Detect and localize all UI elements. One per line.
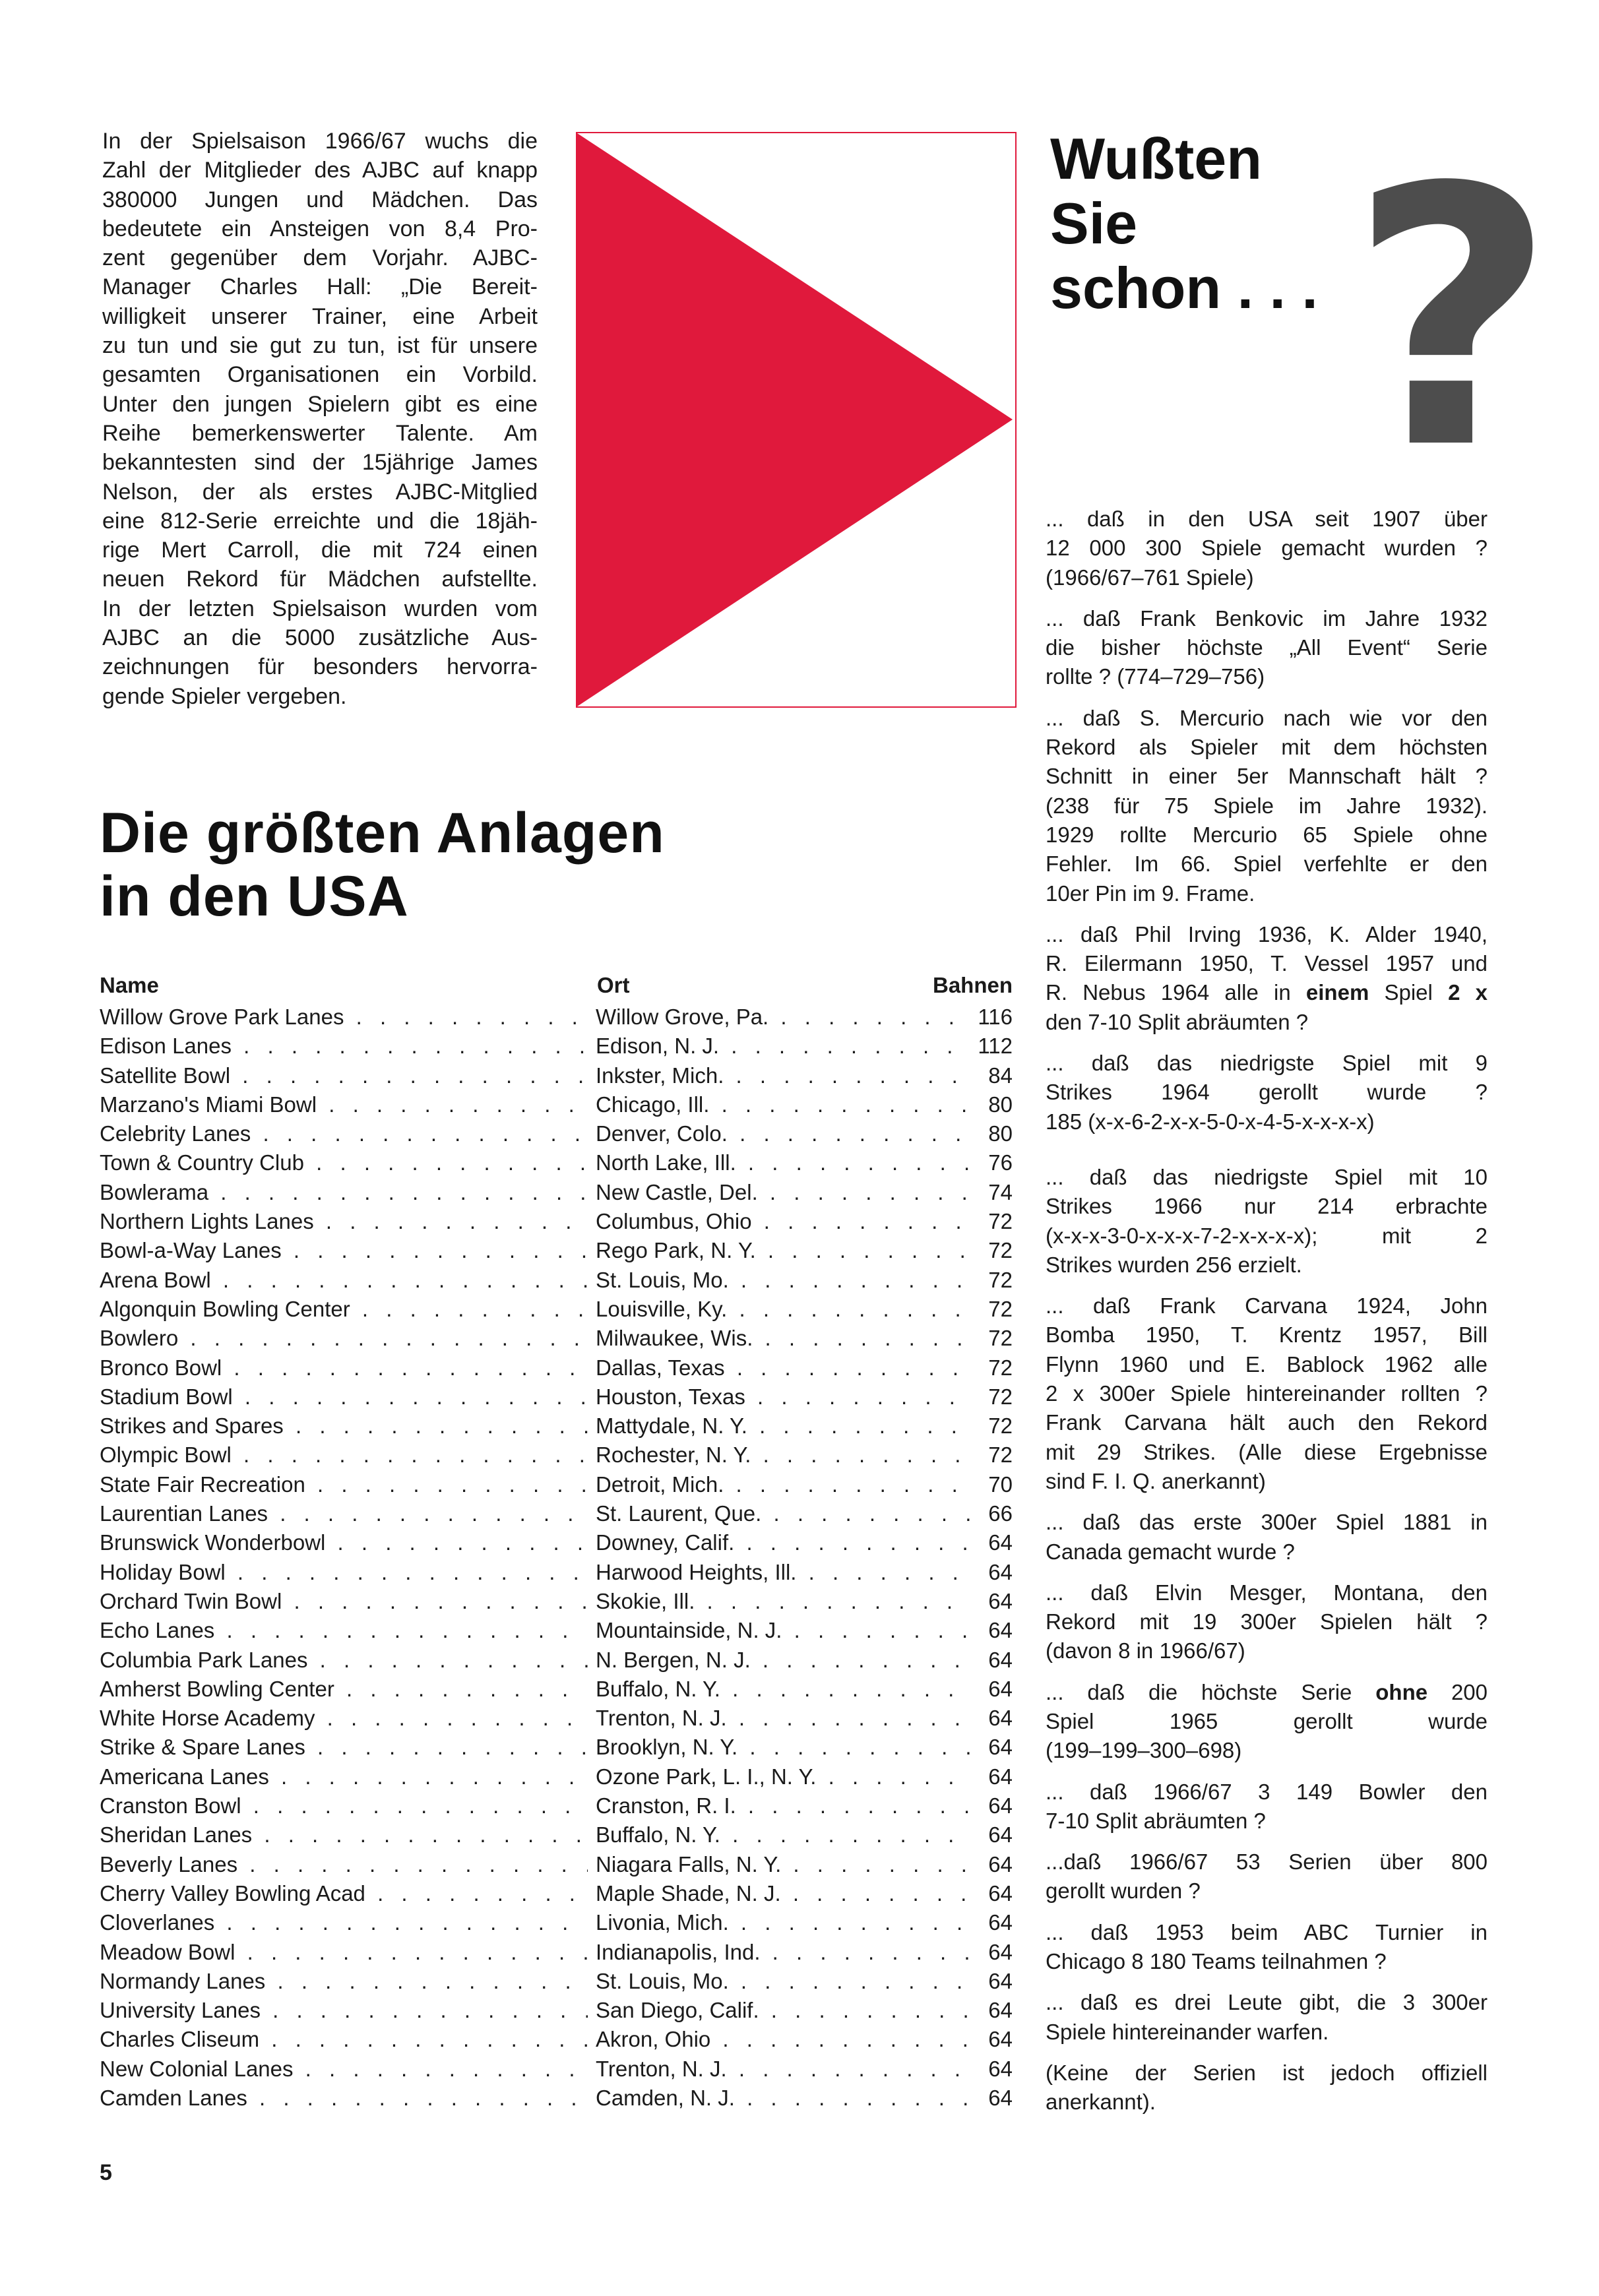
table-row (100, 1996, 1013, 2025)
paragraph-line: zent gegenüber dem Vorjahr. AJBC- (102, 245, 538, 271)
fact-line: R. Eilermann 1950, T. Vessel 1957 und (1046, 951, 1488, 976)
table-row (100, 1879, 1013, 1908)
table-row (100, 2055, 1013, 2084)
cell-name: Americana Lanes . . . (100, 1762, 588, 1791)
paragraph-line: willigkeit unserer Trainer, eine Arbeit (102, 303, 538, 329)
cell-bahnen: 84 (984, 1061, 1013, 1090)
fact-line: (199–199–300–698) (1046, 1738, 1242, 1763)
cell-ort: St. Louis, Mo. . . . (596, 1266, 972, 1295)
fact-line: die bisher höchste „All Event“ Serie (1046, 635, 1488, 660)
cell-ort: Buffalo, N. Y. . . . (596, 1820, 972, 1849)
fact-line: ... daß das niedrigste Spiel mit 9 (1046, 1051, 1488, 1076)
intro-paragraph (102, 127, 538, 711)
cell-bahnen: 64 (984, 1675, 1013, 1704)
table-row (100, 1733, 1013, 1762)
table-row (100, 1266, 1013, 1295)
cell-bahnen: 64 (984, 1850, 1013, 1879)
cell-ort: St. Laurent, Que. . . . (596, 1499, 972, 1528)
paragraph-line: Unter den jungen Spielern gibt es eine (102, 391, 538, 417)
fact-line: ... daß in den USA seit 1907 über (1046, 507, 1488, 531)
cell-bahnen: 72 (984, 1295, 1013, 1324)
cell-ort: St. Louis, Mo. . . . (596, 1967, 972, 1996)
fact-item (1046, 505, 1488, 592)
cell-bahnen: 80 (984, 1090, 1013, 1119)
cell-bahnen: 116 (974, 1003, 1013, 1032)
table-row (100, 1938, 1013, 1967)
fact-line: Rekord als Spieler mit dem höchsten (1046, 735, 1488, 760)
fact-line: 12 000 300 Spiele gemacht wurden ? (1046, 536, 1488, 561)
table-row (100, 1441, 1013, 1470)
triangle-icon (577, 133, 1015, 706)
cell-name: Normandy Lanes . . . (100, 1967, 588, 1996)
title-line: Die größten Anlagen (100, 801, 665, 865)
fact-item (1046, 1508, 1488, 1567)
heading-line: Wußten (1050, 126, 1262, 191)
cell-bahnen: 64 (984, 2084, 1013, 2113)
fact-line: 185 (x-x-6-2-x-x-5-0-x-4-5-x-x-x-x) (1046, 1109, 1375, 1134)
table-row (100, 1148, 1013, 1177)
fact-line: (davon 8 in 1966/67) (1046, 1638, 1245, 1663)
paragraph-line: In der letzten Spielsaison wurden vom (102, 596, 538, 621)
table-row (100, 1032, 1013, 1061)
cell-name: Bowl-a-Way Lanes . . . (100, 1236, 588, 1265)
fact-line: Schnitt in einer 5er Mannschaft hält ? (1046, 764, 1488, 789)
cell-name: Cranston Bowl . . . (100, 1791, 588, 1820)
fact-line (1046, 1678, 1488, 1707)
fact-item (1046, 920, 1488, 1037)
cell-bahnen: 72 (984, 1207, 1013, 1236)
paragraph-line: Manager Charles Hall: „Die Bereit- (102, 274, 538, 300)
fact-line: 1929 rollte Mercurio 65 Spiele ohne (1046, 822, 1488, 847)
fact-text: ... daß die höchste Serie (1046, 1679, 1376, 1704)
fact-line: ... daß Frank Carvana 1924, John (1046, 1293, 1488, 1319)
cell-ort: Louisville, Ky. . . . (596, 1295, 972, 1324)
cell-ort: Edison, N. J. . . . (596, 1032, 972, 1061)
table-row (100, 1178, 1013, 1207)
fact-line: ... daß Frank Benkovic im Jahre 1932 (1046, 605, 1488, 631)
paragraph-line: eine 812-Serie erreichte und die 18jäh- (102, 508, 538, 534)
fact-item (1046, 1847, 1488, 1906)
cell-ort: Chicago, Ill. . . . (596, 1090, 972, 1119)
paragraph-line: Reihe bemerkenswerter Talente. Am (102, 420, 538, 446)
fact-line: 2 x 300er Spiele hintereinander rollten ? (1046, 1381, 1488, 1406)
table-row (100, 1382, 1013, 1412)
fact-line: ... daß Phil Irving 1936, K. Alder 1940, (1046, 921, 1488, 946)
cell-ort: Camden, N. J. . . . (596, 2084, 972, 2113)
paragraph-line: rige Mert Carroll, die mit 724 einen (102, 538, 538, 563)
cell-name: Beverly Lanes . . . (100, 1850, 588, 1879)
paragraph-line: AJBC an die 5000 zusätzliche Aus- (102, 625, 538, 651)
table-row (100, 1762, 1013, 1791)
table-row (100, 2025, 1013, 2054)
cell-bahnen: 64 (984, 1762, 1013, 1791)
cell-name: Northern Lights Lanes . . . (100, 1207, 588, 1236)
cell-name: Arena Bowl . . . (100, 1266, 588, 1295)
fact-line: sind F. I. Q. anerkannt) (1046, 1468, 1266, 1493)
cell-name: Bronco Bowl . . . (100, 1353, 588, 1382)
cell-bahnen: 64 (984, 1528, 1013, 1557)
cell-bahnen: 64 (984, 1791, 1013, 1820)
cell-name: Meadow Bowl . . . (100, 1938, 588, 1967)
fact-item (1046, 1578, 1488, 1666)
cell-bahnen: 80 (984, 1119, 1013, 1148)
cell-name: Sheridan Lanes . . . (100, 1820, 588, 1849)
heading-line: schon . . . (1050, 255, 1318, 321)
cell-bahnen: 72 (984, 1266, 1013, 1295)
cell-ort: Mattydale, N. Y. . . . (596, 1412, 972, 1441)
bold-text: ohne (1375, 1679, 1428, 1704)
fact-line: (Keine der Serien ist jedoch offiziell (1046, 2060, 1488, 2085)
fact-line: gerollt wurden ? (1046, 1878, 1201, 1904)
fact-line: Bomba 1950, T. Krentz 1957, Bill (1046, 1322, 1488, 1348)
fact-item (1046, 1049, 1488, 1136)
cell-name: Cloverlanes . . . (100, 1908, 588, 1937)
table-row (100, 1616, 1013, 1645)
cell-bahnen: 66 (984, 1499, 1013, 1528)
fact-item (1046, 1988, 1488, 2047)
cell-ort: Rochester, N. Y. . . . (596, 1441, 972, 1470)
cell-bahnen: 64 (984, 1733, 1013, 1762)
cell-bahnen: 64 (984, 1616, 1013, 1645)
cell-ort: Willow Grove, Pa. . . . (596, 1003, 972, 1032)
cell-ort: Trenton, N. J. . . . (596, 2055, 972, 2084)
fact-line: ... daß das niedrigste Spiel mit 10 (1046, 1164, 1488, 1189)
cell-ort: Downey, Calif. . . . (596, 1528, 972, 1557)
cell-ort: Dallas, Texas . . . (596, 1353, 972, 1382)
fact-line: ... daß S. Mercurio nach wie vor den (1046, 705, 1488, 730)
cell-bahnen: 64 (984, 1558, 1013, 1587)
cell-ort: Skokie, Ill. . . . (596, 1587, 972, 1616)
table-row (100, 1324, 1013, 1353)
fact-item (1046, 604, 1488, 692)
fact-line: Strikes 1966 nur 214 erbrachte (1046, 1194, 1488, 1219)
fact-line: Rekord mit 19 300er Spielen hält ? (1046, 1609, 1488, 1634)
table-row (100, 1528, 1013, 1557)
fact-line: mit 29 Strikes. (Alle diese Ergebnisse (1046, 1439, 1488, 1464)
cell-name: Echo Lanes . . . (100, 1616, 588, 1645)
cell-name: Algonquin Bowling Center . . . (100, 1295, 588, 1324)
fact-line: ... daß 1953 beim ABC Turnier in (1046, 1919, 1488, 1944)
fact-line: Canada gemacht wurde ? (1046, 1539, 1295, 1564)
table-row (100, 1003, 1013, 1032)
did-you-know-heading (1050, 127, 1318, 321)
fact-item (1046, 1778, 1488, 1836)
cell-bahnen: 72 (984, 1382, 1013, 1412)
table-row (100, 1207, 1013, 1236)
table-row (100, 2084, 1013, 2113)
cell-name: Orchard Twin Bowl . . . (100, 1587, 588, 1616)
paragraph-line: gesamten Organisationen ein Vorbild. (102, 362, 538, 388)
cell-name: Stadium Bowl . . . (100, 1382, 588, 1412)
cell-name: Strikes and Spares . . . (100, 1412, 588, 1441)
cell-ort: Brooklyn, N. Y. . . . (596, 1733, 972, 1762)
cell-bahnen: 72 (984, 1412, 1013, 1441)
table-row (100, 1587, 1013, 1616)
cell-name: Camden Lanes . . . (100, 2084, 588, 2113)
cell-bahnen: 72 (984, 1353, 1013, 1382)
cell-ort: New Castle, Del. . . . (596, 1178, 972, 1207)
cell-name: Columbia Park Lanes . . . (100, 1646, 588, 1675)
cell-bahnen: 64 (984, 2055, 1013, 2084)
cell-ort: Columbus, Ohio . . . (596, 1207, 972, 1236)
table-row (100, 1646, 1013, 1675)
cell-name: Willow Grove Park Lanes . . . (100, 1003, 588, 1032)
fact-text: 200 (1427, 1679, 1488, 1704)
cell-name: Laurentian Lanes . . . (100, 1499, 588, 1528)
paragraph-line: bedeutete ein Ansteigen von 8,4 Pro- (102, 216, 538, 241)
cell-ort: Niagara Falls, N. Y. . . . (596, 1850, 972, 1879)
table-row (100, 1061, 1013, 1090)
cell-ort: N. Bergen, N. J. . . . (596, 1646, 972, 1675)
cell-bahnen: 74 (984, 1178, 1013, 1207)
cell-ort: Mountainside, N. J. . . . (596, 1616, 972, 1645)
title-line: in den USA (100, 865, 409, 928)
cell-bahnen: 72 (984, 1324, 1013, 1353)
fact-line: Frank Carvana hält auch den Rekord (1046, 1410, 1488, 1435)
cell-bahnen: 64 (984, 1587, 1013, 1616)
cell-ort: Trenton, N. J. . . . (596, 1704, 972, 1733)
cell-ort: Milwaukee, Wis. . . . (596, 1324, 972, 1353)
fact-line: 10er Pin im 9. Frame. (1046, 881, 1255, 906)
table-row (100, 1499, 1013, 1528)
cell-ort: San Diego, Calif. . . . (596, 1996, 972, 2025)
cell-name: Celebrity Lanes . . . (100, 1119, 588, 1148)
cell-ort: Cranston, R. I. . . . (596, 1791, 972, 1820)
fact-text: R. Nebus 1964 alle in (1046, 980, 1306, 1005)
fact-line: rollte ? (774–729–756) (1046, 664, 1265, 689)
cell-name: Cherry Valley Bowling Acad . . . (100, 1879, 588, 1908)
heading-line: Sie (1050, 191, 1138, 256)
cell-ort: Maple Shade, N. J. . . . (596, 1879, 972, 1908)
table-row (100, 1558, 1013, 1587)
cell-ort: Rego Park, N. Y. . . . (596, 1236, 972, 1265)
cell-name: Charles Cliseum . . . (100, 2025, 588, 2054)
table-row (100, 1119, 1013, 1148)
table-row (100, 1820, 1013, 1849)
cell-bahnen: 64 (984, 2025, 1013, 2054)
cell-bahnen: 76 (984, 1148, 1013, 1177)
cell-name: Edison Lanes . . . (100, 1032, 588, 1061)
header-ort: Ort (597, 973, 630, 997)
cell-name: New Colonial Lanes . . . (100, 2055, 588, 2084)
table-row (100, 1353, 1013, 1382)
cell-bahnen: 64 (984, 1820, 1013, 1849)
cell-name: Brunswick Wonderbowl . . . (100, 1528, 588, 1557)
fact-line: ... daß das erste 300er Spiel 1881 in (1046, 1510, 1488, 1535)
fact-line: (238 für 75 Spiele im Jahre 1932). (1046, 793, 1488, 818)
fact-line: Spiel 1965 gerollt wurde (1046, 1708, 1488, 1733)
table-row (100, 1412, 1013, 1441)
cell-bahnen: 64 (984, 1938, 1013, 1967)
cell-ort: Harwood Heights, Ill. . . . (596, 1558, 972, 1587)
fact-line: (1966/67–761 Spiele) (1046, 565, 1254, 590)
paragraph-line: bekanntesten sind der 15jährige James (102, 450, 538, 476)
table-row (100, 1090, 1013, 1119)
cell-ort: Indianapolis, Ind. . . . (596, 1938, 972, 1967)
bowling-centers-table (100, 968, 1013, 2113)
cell-bahnen: 64 (984, 1908, 1013, 1937)
fact-line: anerkannt). (1046, 2090, 1156, 2115)
paragraph-line: In der Spielsaison 1966/67 wuchs die (102, 129, 538, 154)
fact-text: Spiel (1369, 980, 1449, 1005)
cell-bahnen: 64 (984, 1704, 1013, 1733)
table-row (100, 1908, 1013, 1937)
cell-bahnen: 64 (984, 1646, 1013, 1675)
cell-ort: Akron, Ohio . . . (596, 2025, 972, 2054)
page-number: 5 (100, 2160, 112, 2185)
cell-bahnen: 70 (984, 1470, 1013, 1499)
table-row (100, 1675, 1013, 1704)
fact-line: Flynn 1960 und E. Bablock 1962 alle (1046, 1351, 1488, 1377)
fact-line: Chicago 8 180 Teams teilnahmen ? (1046, 1949, 1387, 1974)
paragraph-line: zeichnungen für besonders hervorra- (102, 654, 538, 680)
table-row (100, 1295, 1013, 1324)
cell-bahnen: 72 (984, 1441, 1013, 1470)
red-triangle-graphic (576, 132, 1017, 708)
fact-line (1046, 978, 1488, 1007)
cell-name: Bowlerama . . . (100, 1178, 588, 1207)
fact-line: Fehler. Im 66. Spiel verfehlte er den (1046, 852, 1488, 877)
cell-name: Strike & Spare Lanes . . . (100, 1733, 588, 1762)
question-mark-graphic: ? (1349, 113, 1556, 527)
fact-line: Strikes wurden 256 erzielt. (1046, 1252, 1302, 1277)
paragraph-line: Zahl der Mitglieder des AJBC auf knapp (102, 158, 538, 183)
cell-bahnen: 64 (984, 1967, 1013, 1996)
table-row (100, 1967, 1013, 1996)
header-bahnen: Bahnen (929, 968, 1013, 1003)
cell-ort: North Lake, Ill. . . . (596, 1148, 972, 1177)
paragraph-line: gende Spieler vergeben. (102, 683, 347, 709)
cell-ort: Houston, Texas . . . (596, 1382, 972, 1412)
cell-ort: Denver, Colo. . . . (596, 1119, 972, 1148)
table-row (100, 1850, 1013, 1879)
paragraph-line: zu tun und sie gut zu tun, ist für unsere (102, 333, 538, 359)
cell-name: Holiday Bowl . . . (100, 1558, 588, 1587)
table-title (100, 801, 665, 928)
fact-item (1046, 1918, 1488, 1977)
cell-ort: Ozone Park, L. I., N. Y. . . . (596, 1762, 972, 1791)
facts-list (1046, 505, 1488, 2129)
cell-bahnen: 64 (984, 1879, 1013, 1908)
fact-line: Spiele hintereinander warfen. (1046, 2019, 1329, 2044)
cell-name: Bowlero . . . (100, 1324, 588, 1353)
fact-line: Strikes 1964 gerollt wurde ? (1046, 1080, 1488, 1105)
cell-name: University Lanes . . . (100, 1996, 588, 2025)
cell-bahnen: 72 (984, 1236, 1013, 1265)
fact-item (1046, 1291, 1488, 1496)
fact-item (1046, 2059, 1488, 2117)
fact-item (1046, 704, 1488, 908)
fact-line: ...daß 1966/67 53 Serien über 800 (1046, 1849, 1488, 1875)
fact-line: (x-x-x-3-0-x-x-x-7-2-x-x-x-x); mit 2 (1046, 1223, 1488, 1248)
table-row (100, 1236, 1013, 1265)
cell-ort: Livonia, Mich. . . . (596, 1908, 972, 1937)
fact-item (1046, 1678, 1488, 1766)
paragraph-line: 380000 Jungen und Mädchen. Das (102, 187, 538, 212)
cell-bahnen: 64 (984, 1996, 1013, 2025)
header-name: Name (100, 973, 159, 997)
table-row (100, 1704, 1013, 1733)
cell-ort: Buffalo, N. Y. . . . (596, 1675, 972, 1704)
cell-name: Amherst Bowling Center . . . (100, 1675, 588, 1704)
fact-line: ... daß Elvin Mesger, Montana, den (1046, 1580, 1488, 1605)
paragraph-line: Nelson, der als erstes AJBC-Mitglied (102, 479, 538, 505)
cell-name: Town & Country Club . . . (100, 1148, 588, 1177)
bold-text: 2 x (1448, 980, 1488, 1005)
cell-name: State Fair Recreation . . . (100, 1470, 588, 1499)
fact-line: den 7-10 Split abräumten ? (1046, 1009, 1309, 1034)
cell-ort: Inkster, Mich. . . . (596, 1061, 972, 1090)
table-row (100, 1791, 1013, 1820)
bold-text: einem (1305, 980, 1369, 1005)
table-header (100, 968, 1013, 1003)
cell-name: Olympic Bowl . . . (100, 1441, 588, 1470)
fact-line: ... daß 1966/67 3 149 Bowler den (1046, 1779, 1488, 1804)
fact-line: ... daß es drei Leute gibt, die 3 300er (1046, 1990, 1488, 2015)
fact-item (1046, 1163, 1488, 1280)
cell-name: White Horse Academy . . . (100, 1704, 588, 1733)
table-row (100, 1470, 1013, 1499)
cell-name: Satellite Bowl . . . (100, 1061, 588, 1090)
cell-name: Marzano's Miami Bowl . . . (100, 1090, 588, 1119)
cell-ort: Detroit, Mich. . . . (596, 1470, 972, 1499)
fact-line: 7-10 Split abräumten ? (1046, 1808, 1266, 1833)
paragraph-line: neuen Rekord für Mädchen aufstellte. (102, 567, 538, 592)
cell-bahnen: 112 (974, 1032, 1013, 1061)
